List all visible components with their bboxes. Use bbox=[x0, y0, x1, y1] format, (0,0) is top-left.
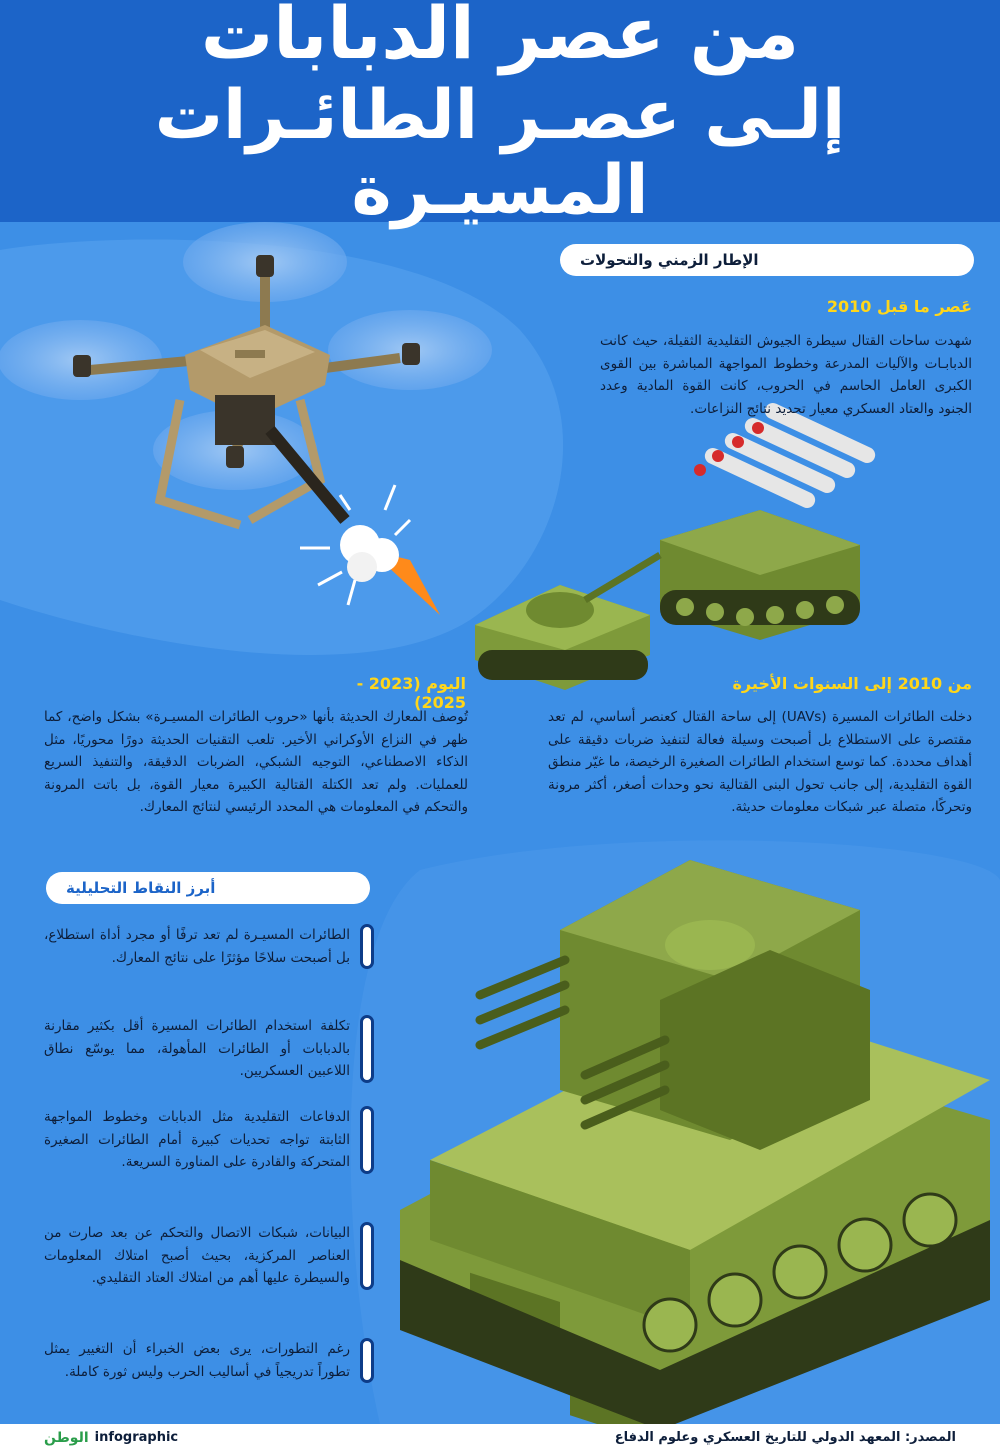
point-marker bbox=[360, 1222, 374, 1290]
point-marker bbox=[360, 1338, 374, 1383]
header bbox=[0, 0, 1000, 230]
page-title: من عصر الدبابات bbox=[200, 0, 800, 75]
analysis-point-text: رغم التطورات، يرى بعض الخبراء أن التغيير يمثل تطوراً تدريجياً في أساليب الحرب وليس ثورة كاملة. bbox=[44, 1341, 350, 1380]
brand bbox=[44, 1430, 178, 1446]
analysis-point-text: الدفاعات التقليدية مثل الدبابات وخطوط المواجهة الثابتة تواجه تحديات كبيرة أمام الطائرات الصغيرة المتحركة والقادرة على المناورة السريعة. bbox=[44, 1109, 350, 1170]
analysis-point bbox=[44, 1222, 374, 1290]
point-marker bbox=[360, 1015, 374, 1083]
era3-text: تُوصف المعارك الحديثة بأنها «حروب الطائرات المسيـرة» بشكل واضح، كما ظهر في النزاع الأوكراني الأخير. تلعب التقنيات الحديثة دورًا محوريًا، مثل الذكاء الاصطناعي، التوجيه الشبكي، الضربات الدقيقة، والتنفيذ السريع للعمليات. ولم تعد الكتلة القتالية الكبيرة معيار القوة، بل باتت المرونة والتحكم في المعلومات هي المحدد الرئيسي لنتائج المعارك. bbox=[44, 709, 468, 815]
timeline-section-label: الإطار الزمني والتحولات bbox=[560, 244, 974, 276]
analysis-point bbox=[44, 1015, 374, 1083]
point-marker bbox=[360, 924, 374, 969]
era3-heading: اليوم (2023 - 2025) bbox=[356, 674, 466, 712]
brand-logo: الوطن bbox=[44, 1429, 89, 1446]
brand-label: infographic bbox=[94, 1430, 179, 1445]
era2-text: دخلت الطائرات المسيرة (UAVs) إلى ساحة القتال كعنصر أساسي، لم تعد مقتصرة على الاستطلاع بل أصبحت وسيلة فعالة لتنفيذ ضربات دقيقة على أهداف محددة. كما توسع استخدام الطائرات الصغيرة الرخيصة، ما غيّر منطق القوة التقليدية، إلى جانب تحول البنى القتالية نحو وحدات أصغر، أكثر مرونة وتحركًا، متصلة عبر شبكات معلومات حديثة. bbox=[548, 709, 973, 815]
analysis-point bbox=[44, 1106, 374, 1174]
point-marker bbox=[360, 1106, 374, 1174]
era2-heading: من 2010 إلى السنوات الأخيرة bbox=[732, 674, 972, 693]
analysis-point-text: تكلفة استخدام الطائرات المسيرة أقل بكثير مقارنة بالدبابات أو الطائرات المأهولة، مما يوسّع نطاق اللاعبين العسكريين. bbox=[44, 1018, 350, 1079]
page-subtitle: إلـى عصـر الطائـرات المسيـرة bbox=[154, 75, 846, 230]
analysis-point-text: الطائرات المسيـرة لم تعد ترفًا أو مجرد أداة استطلاع، بل أصبحت سلاحًا مؤثرًا على نتائج المعارك. bbox=[44, 927, 350, 966]
rocket-launcher-icon bbox=[660, 400, 878, 640]
analysis-point-text: البيانات، شبكات الاتصال والتحكم عن بعد صارت من العناصر المركزية، بحيث أصبح امتلاك المعلومات والسيطرة عليها أهم من امتلاك العتاد التقليدي. bbox=[44, 1225, 350, 1286]
source-credit: المصدر: المعهد الدولي للتاريخ العسكري وعلوم الدفاع bbox=[614, 1430, 956, 1445]
analysis-point bbox=[44, 1338, 374, 1383]
analysis-point bbox=[44, 924, 374, 969]
era1-text: شهدت ساحات القتال سيطرة الجيوش التقليدية الثقيلة، حيث كانت الدبابـات والآليات المدرعة وخطوط المواجهة المباشرة بين القوى الكبرى العامل الحاسم في الحروب، كانت القوة المادية وعدد الجنود والعتاد العسكري معيار تحديد نتائج النزاعات. bbox=[600, 333, 972, 417]
analysis-section-label: أبرز النقاط التحليلية bbox=[46, 872, 370, 904]
era1-heading: عَصر ما قبل 2010 bbox=[826, 297, 972, 316]
footer bbox=[0, 1424, 1000, 1451]
